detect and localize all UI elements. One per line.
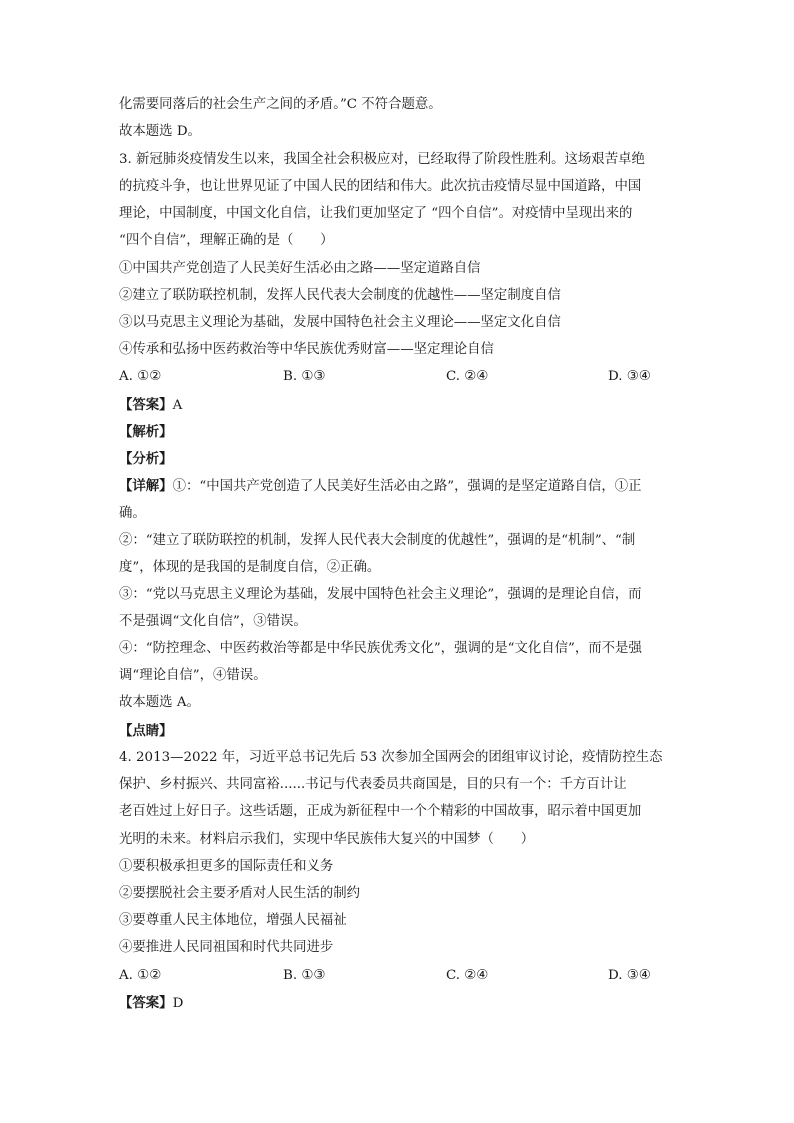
answer-tag: 【答案】	[119, 995, 173, 1011]
q3-detail-line: ③：“党以马克思主义理论为基础，发展中国特色社会主义理论”，强调的是理论自信，而	[119, 587, 642, 602]
detail-text: ①：“中国共产党创造了人民美好生活必由之路”，强调的是坚定道路自信，①正	[172, 479, 642, 494]
q3-item: ③以马克思主义理论为基础，发展中国特色社会主义理论——坚定文化自信	[119, 315, 561, 330]
answer-value: D	[172, 996, 184, 1011]
q3-detail-line: ④：“防控理念、中医药救治等都是中华民族优秀文化”，强调的是“文化自信”，而不是强	[119, 641, 642, 656]
q3-item: ④传承和弘扬中医药救治等中华民族优秀财富——坚定理论自信	[119, 342, 494, 357]
q3-answer	[119, 396, 679, 415]
q4-option-a: A. ①②	[119, 968, 162, 983]
q3-stem-line: 理论，中国制度，中国文化自信，让我们更加坚定了 “四个自信”。对疫情中呈现出来的	[119, 206, 633, 221]
q4-item: ③要尊重人民主体地位，增强人民福祉	[119, 913, 347, 928]
q3-stem-line: 3. 新冠肺炎疫情发生以来，我国全社会积极应对，已经取得了阶段性胜利。这场艰苦卓绝	[119, 152, 645, 167]
dianjing-tag: 【点睛】	[119, 723, 173, 739]
q4-stem-line: 保护、乡村振兴、共同富裕......书记与代表委员共商国是，目的只有一个：千方百计让	[119, 777, 627, 792]
q3-detail-line: ②：“建立了联防联控的机制，发挥人民代表大会制度的优越性”，强调的是“机制”、“制	[119, 533, 636, 548]
q3-option-a: A. ①②	[119, 369, 162, 384]
q3-option-c: C. ②④	[446, 369, 489, 384]
q3-detail-line: 度”，体现的是我国的是制度自信，②正确。	[119, 560, 381, 575]
q3-detail-line: 不是强调“文化自信”，③错误。	[119, 614, 307, 629]
q3-detail-line: 确。	[119, 506, 146, 521]
q4-item: ②要摆脱社会主要矛盾对人民生活的制约	[119, 886, 361, 901]
q4-stem-line: 4. 2013—2022 年，习近平总书记先后 53 次参加全国两会的团组审议讨论，疫情防控生态	[119, 750, 663, 765]
analysis-tag: 【解析】	[119, 424, 173, 440]
fenxi-tag: 【分析】	[119, 451, 173, 467]
q3-conclusion: 故本题选 A。	[119, 695, 200, 710]
q3-detail-line	[119, 477, 679, 496]
q4-option-b: B. ①③	[283, 968, 326, 983]
detail-tag: 【详解】	[119, 478, 173, 494]
q3-detail-line: 调“理论自信”，④错误。	[119, 668, 267, 683]
q4-stem-line: 老百姓过上好日子。这些话题，正成为新征程中一个个精彩的中国故事，昭示着中国更加	[119, 804, 642, 819]
q4-item: ④要推进人民同祖国和时代共同进步	[119, 940, 334, 955]
q4-stem-line: 光明的未来。材料启示我们，实现中华民族伟大复兴的中国梦（ ）	[119, 832, 535, 847]
q3-option-b: B. ①③	[283, 369, 326, 384]
q3-item: ②建立了联防联控机制，发挥人民代表大会制度的优越性——坚定制度自信	[119, 288, 561, 303]
q3-item: ①中国共产党创造了人民美好生活必由之路——坚定道路自信	[119, 261, 481, 276]
q4-option-d: D. ③④	[608, 968, 651, 983]
q3-stem-line: 的抗疫斗争，也让世界见证了中国人民的团结和伟大。此次抗击疫情尽显中国道路，中国	[119, 179, 642, 194]
q3-stem-line: “四个自信”，理解正确的是（ ）	[119, 233, 334, 248]
answer-tag: 【答案】	[119, 397, 173, 413]
q4-item: ①要积极承担更多的国际责任和义务	[119, 859, 334, 874]
q3-option-d: D. ③④	[608, 369, 651, 384]
prev-text-line: 化需要同落后的社会生产之间的矛盾。”C 不符合题意。	[119, 97, 442, 112]
q4-answer	[119, 994, 679, 1013]
q4-option-c: C. ②④	[446, 968, 489, 983]
prev-conclusion: 故本题选 D。	[119, 124, 201, 139]
answer-value: A	[172, 398, 183, 413]
